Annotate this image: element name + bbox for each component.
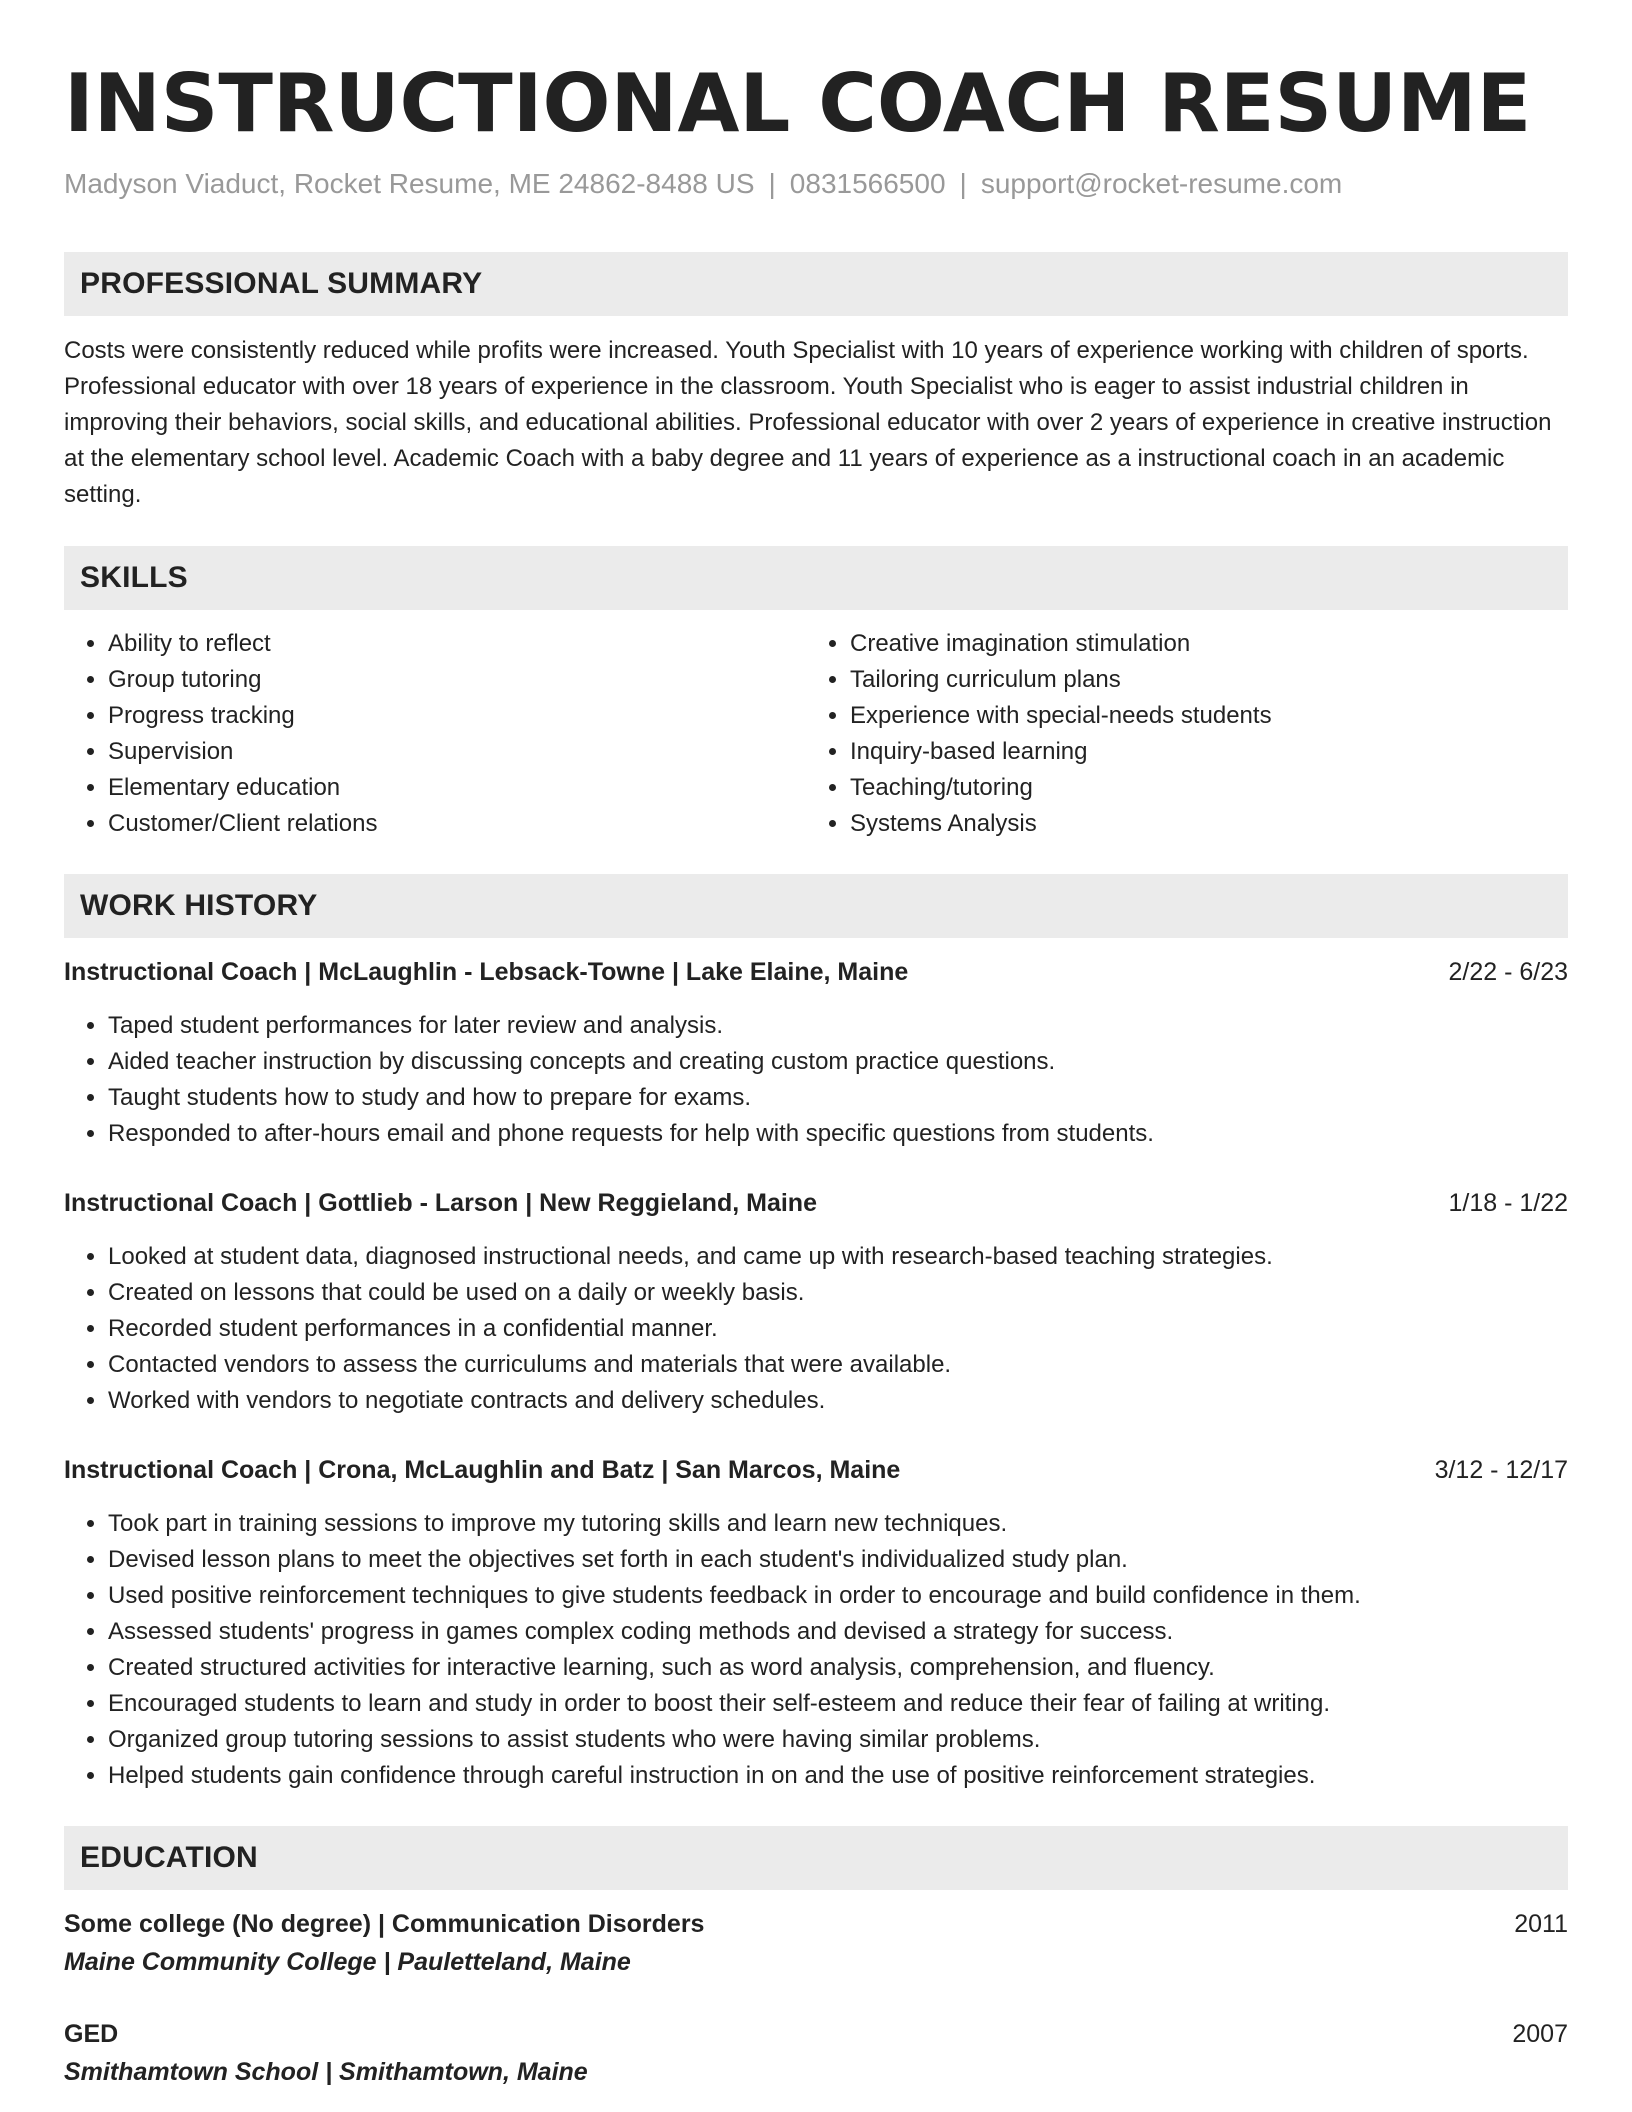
job-duty: • Used positive reinforcement techniques to give students feedback in order to encourage and build confidence in them.: [108, 1578, 1568, 1614]
section-heading-summary: PROFESSIONAL SUMMARY: [64, 252, 1568, 316]
job-duty: • Worked with vendors to negotiate contracts and delivery schedules.: [108, 1383, 1568, 1419]
skill-item: • Tailoring curriculum plans: [850, 662, 1548, 698]
section-heading-education: EDUCATION: [64, 1826, 1568, 1890]
contact-email[interactable]: support@rocket-resume.com: [980, 168, 1343, 199]
skill-item: • Teaching/tutoring: [850, 770, 1548, 806]
education-school: Smithamtown School | Smithamtown, Maine: [64, 2058, 588, 2086]
skills-list-left: [64, 626, 806, 842]
education-year: 2007: [1512, 2020, 1568, 2048]
job-header: [64, 1452, 1568, 1488]
resume-title: INSTRUCTIONAL COACH RESUME: [64, 57, 1532, 150]
skills-list-right: [806, 626, 1548, 842]
contact-phone: 0831566500: [789, 168, 946, 199]
job-header: [64, 1185, 1568, 1221]
job-duties-list: [64, 1008, 1568, 1152]
summary-text: Costs were consistently reduced while profits were increased. Youth Specialist with 10 years of experience working with children of sports. Professional educator with over 18 years of experience in the classroom. Youth Specialist who is eager to assist industrial children in improving their behaviors, social skills, and educational abilities. Professional educator with over 2 years of experience in creative instruction at the elementary school level. Academic Coach with a baby degree and 11 years of experience as a instructional coach in an academic setting.: [64, 337, 1552, 508]
skill-item: • Inquiry-based learning: [850, 734, 1548, 770]
job-duty: • Encouraged students to learn and study in order to boost their self-esteem and reduce their fear of failing at writing.: [108, 1686, 1568, 1722]
skill-item: • Customer/Client relations: [108, 806, 806, 842]
education-degree: Some college (No degree) | Communication Disorders: [64, 1910, 705, 1938]
skill-item: • Creative imagination stimulation: [850, 626, 1548, 662]
job-dates: 3/12 - 12/17: [1434, 1456, 1568, 1484]
job-dates: 2/22 - 6/23: [1448, 958, 1568, 986]
job-duty: • Devised lesson plans to meet the objectives set forth in each student's individualized study plan.: [108, 1542, 1568, 1578]
job-duty: • Responded to after-hours email and phone requests for help with specific questions from students.: [108, 1116, 1568, 1152]
skill-item: • Elementary education: [108, 770, 806, 806]
job-duty: • Recorded student performances in a confidential manner.: [108, 1311, 1568, 1347]
education-year: 2011: [1514, 1910, 1568, 1938]
job-duty: • Taped student performances for later review and analysis.: [108, 1008, 1568, 1044]
contact-separator: |: [959, 168, 967, 199]
job-duty: • Looked at student data, diagnosed instructional needs, and came up with research-based teaching strategies.: [108, 1239, 1568, 1275]
job-dates: 1/18 - 1/22: [1448, 1189, 1568, 1217]
job-duty: • Created on lessons that could be used on a daily or weekly basis.: [108, 1275, 1568, 1311]
contact-separator: |: [768, 168, 776, 199]
job-duty: • Assessed students' progress in games complex coding methods and devised a strategy for success.: [108, 1614, 1568, 1650]
education-school: Maine Community College | Pauletteland, Maine: [64, 1948, 631, 1976]
contact-address: Madyson Viaduct, Rocket Resume, ME 24862-8488 US: [64, 168, 755, 199]
job-title: Instructional Coach | Gottlieb - Larson | New Reggieland, Maine: [64, 1189, 817, 1217]
education-degree: GED: [64, 2020, 119, 2048]
skill-item: • Progress tracking: [108, 698, 806, 734]
skill-item: • Systems Analysis: [850, 806, 1548, 842]
section-heading-skills: SKILLS: [64, 546, 1568, 610]
skill-item: • Experience with special-needs students: [850, 698, 1548, 734]
job-duties-list: [64, 1506, 1568, 1794]
job-title: Instructional Coach | Crona, McLaughlin and Batz | San Marcos, Maine: [64, 1456, 901, 1484]
job-title: Instructional Coach | McLaughlin - Lebsack-Towne | Lake Elaine, Maine: [64, 958, 909, 986]
section-heading-work-history: WORK HISTORY: [64, 874, 1568, 938]
education-header: [64, 2016, 1568, 2052]
job-header: [64, 954, 1568, 990]
job-duty: • Taught students how to study and how to prepare for exams.: [108, 1080, 1568, 1116]
job-duty: • Created structured activities for interactive learning, such as word analysis, comprehension, and fluency.: [108, 1650, 1568, 1686]
skill-item: • Supervision: [108, 734, 806, 770]
job-duty: • Aided teacher instruction by discussing concepts and creating custom practice questions.: [108, 1044, 1568, 1080]
job-duty: • Contacted vendors to assess the curriculums and materials that were available.: [108, 1347, 1568, 1383]
contact-line: [64, 166, 1568, 202]
skill-item: • Ability to reflect: [108, 626, 806, 662]
job-duties-list: [64, 1239, 1568, 1419]
education-header: [64, 1906, 1568, 1942]
job-duty: • Took part in training sessions to improve my tutoring skills and learn new techniques.: [108, 1506, 1568, 1542]
job-duty: • Helped students gain confidence through careful instruction in on and the use of positive reinforcement strategies.: [108, 1758, 1568, 1794]
skills-grid: [64, 626, 1568, 842]
skill-item: • Group tutoring: [108, 662, 806, 698]
job-duty: • Organized group tutoring sessions to assist students who were having similar problems.: [108, 1722, 1568, 1758]
